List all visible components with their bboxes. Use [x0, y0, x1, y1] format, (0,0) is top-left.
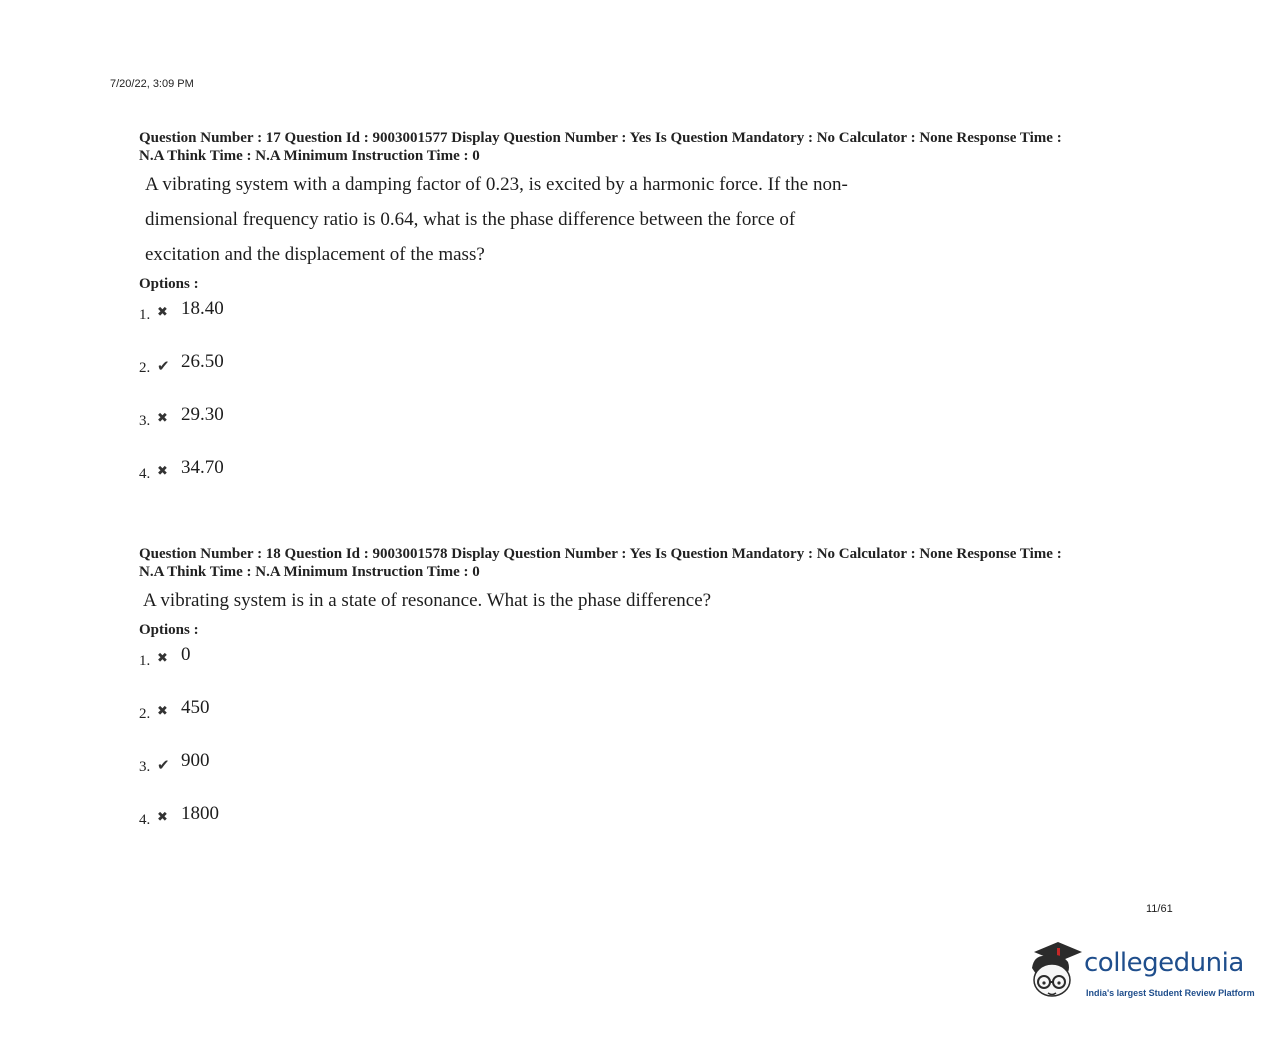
wrong-mark-icon: ✖ [157, 411, 168, 426]
option-number: 4. [139, 812, 151, 828]
question-meta-line: Question Number : 17 Question Id : 9003001577 Display Question Number : Yes Is Question Mandatory : No Calculator : None Response Time : [139, 130, 1062, 146]
option-number: 2. [139, 360, 151, 376]
option-number: 4. [139, 466, 151, 482]
option-item [139, 399, 1149, 452]
option-value: 26.50 [181, 351, 224, 372]
option-number: 1. [139, 653, 151, 669]
print-timestamp: 7/20/22, 3:09 PM [110, 78, 194, 90]
question-text-line: A vibrating system with a damping factor of 0.23, is excited by a harmonic force. If the non- [145, 174, 848, 195]
option-number: 1. [139, 307, 151, 323]
option-value: 34.70 [181, 457, 224, 478]
option-item [139, 293, 1149, 346]
question-text [145, 167, 1149, 272]
question-meta [139, 545, 1149, 581]
option-item [139, 639, 1149, 692]
option-number: 3. [139, 759, 151, 775]
option-number: 3. [139, 413, 151, 429]
correct-check-icon: ✔ [157, 357, 170, 375]
question-block [139, 545, 1149, 851]
question-text-line: dimensional frequency ratio is 0.64, what is the phase difference between the force of [145, 209, 796, 230]
wrong-mark-icon: ✖ [157, 651, 168, 666]
brand-name: collegedunia [1084, 948, 1244, 978]
option-item [139, 745, 1149, 798]
question-meta-line: N.A Think Time : N.A Minimum Instruction Time : 0 [139, 148, 480, 164]
options-label: Options : [139, 622, 199, 638]
options-label: Options : [139, 276, 199, 292]
page-number: 11/61 [1146, 903, 1173, 915]
option-value: 0 [181, 644, 191, 665]
wrong-mark-icon: ✖ [157, 810, 168, 825]
wrong-mark-icon: ✖ [157, 464, 168, 479]
brand-tagline: India's largest Student Review Platform [1086, 988, 1255, 998]
question-text [143, 583, 1149, 618]
question-meta [139, 129, 1149, 165]
question-meta-line: N.A Think Time : N.A Minimum Instruction Time : 0 [139, 564, 480, 580]
student-mascot-icon [1024, 938, 1086, 1004]
option-number: 2. [139, 706, 151, 722]
wrong-mark-icon: ✖ [157, 305, 168, 320]
correct-check-icon: ✔ [157, 756, 170, 774]
question-text-line: A vibrating system is in a state of resonance. What is the phase difference? [143, 590, 712, 611]
question-meta-line: Question Number : 18 Question Id : 9003001578 Display Question Number : Yes Is Question Mandatory : No Calculator : None Response Time : [139, 546, 1062, 562]
option-value: 29.30 [181, 404, 224, 425]
question-block [139, 129, 1149, 505]
option-value: 900 [181, 750, 210, 771]
question-text-line: excitation and the displacement of the mass? [145, 244, 485, 265]
option-item [139, 452, 1149, 505]
option-item [139, 798, 1149, 851]
wrong-mark-icon: ✖ [157, 704, 168, 719]
option-item [139, 692, 1149, 745]
option-value: 18.40 [181, 298, 224, 319]
option-item [139, 346, 1149, 399]
options-list [139, 293, 1149, 505]
options-list [139, 639, 1149, 851]
brand-logo [1024, 938, 1264, 1008]
option-value: 1800 [181, 803, 219, 824]
option-value: 450 [181, 697, 210, 718]
